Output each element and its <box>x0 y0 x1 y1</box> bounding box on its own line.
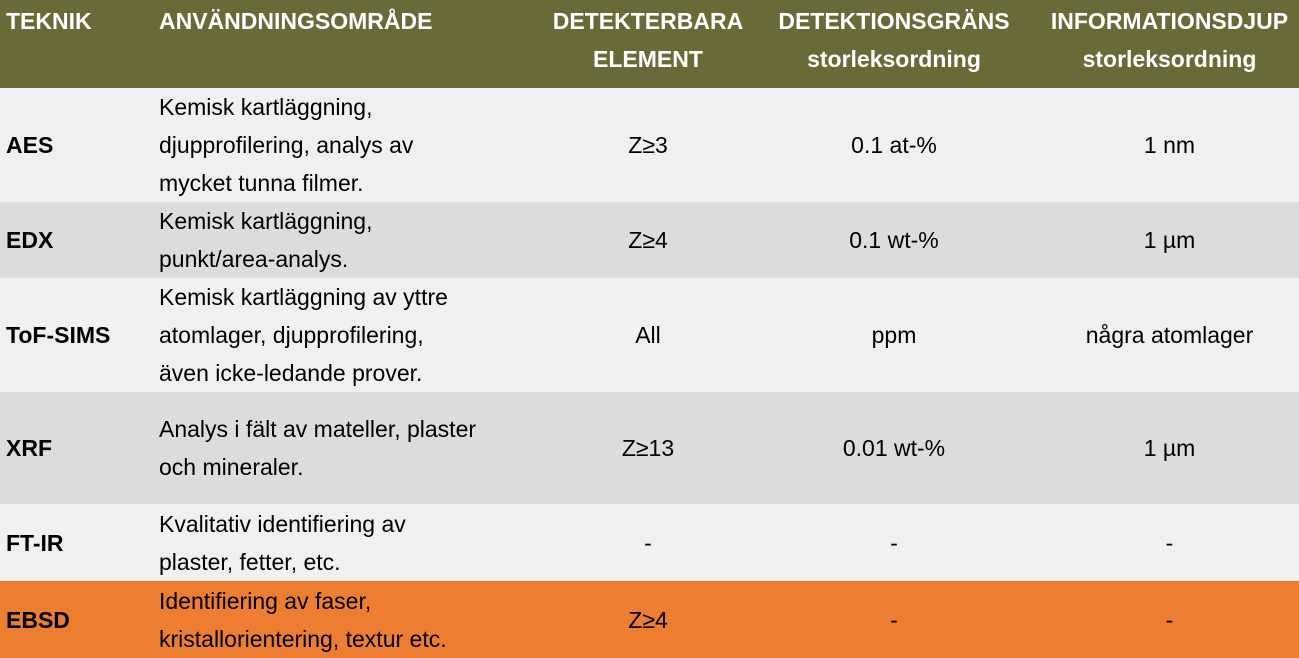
detectable-elements: All <box>635 322 661 348</box>
usage-cell <box>153 202 548 278</box>
usage-line: Kemisk kartläggning, <box>159 208 373 234</box>
technique-name: ToF-SIMS <box>6 322 111 348</box>
usage-line: Analys i fält av mateller, plaster <box>159 416 477 442</box>
usage-line: Identifiering av faser, <box>159 587 372 614</box>
header-informationsdjup <box>1040 0 1299 88</box>
information-depth: - <box>1165 606 1174 633</box>
header-detektionsgrans-line1: DETEKTIONSGRÄNS <box>778 8 1010 34</box>
technique-name: EDX <box>6 227 54 253</box>
detectable-elements: Z≥4 <box>628 606 668 633</box>
usage-line: Kvalitativ identifiering av <box>159 510 406 537</box>
usage-line: mycket tunna filmer. <box>159 170 364 196</box>
technique-name: XRF <box>6 435 52 461</box>
usage-line: djupprofilering, analys av <box>159 132 414 158</box>
technique-name: AES <box>6 132 54 158</box>
information-depth: 1 µm <box>1143 227 1196 253</box>
detection-limit: 0.1 at-% <box>851 132 937 158</box>
usage-cell <box>153 504 548 581</box>
header-detektionsgrans-line2: storleksordning <box>807 46 981 72</box>
header-detektionsgrans <box>748 0 1040 88</box>
technique-name: FT-IR <box>6 529 64 556</box>
information-depth: 1 nm <box>1143 132 1196 158</box>
information-depth: några atomlager <box>1085 322 1254 348</box>
information-depth: - <box>1165 529 1174 556</box>
usage-line: även icke-ledande prover. <box>159 360 423 386</box>
header-detekterbara-line2: ELEMENT <box>593 46 703 72</box>
detection-limit: 0.01 wt-% <box>842 435 946 461</box>
detection-limit: - <box>890 606 898 633</box>
usage-line: kristallorientering, textur etc. <box>159 625 447 652</box>
header-teknik <box>0 0 153 88</box>
table-row-xrf <box>0 392 1299 504</box>
table-row-edx <box>0 202 1299 278</box>
header-teknik-label: TEKNIK <box>6 8 92 34</box>
header-detekterbara-line1: DETEKTERBARA <box>552 8 744 34</box>
header-informationsdjup-line1: INFORMATIONSDJUP <box>1050 8 1289 34</box>
usage-cell <box>153 88 548 202</box>
header-detekterbara-element <box>548 0 748 88</box>
usage-line: och mineraler. <box>159 454 304 480</box>
detection-limit: - <box>890 529 898 556</box>
header-anvandningsomrade <box>153 0 548 88</box>
header-informationsdjup-line2: storleksordning <box>1082 46 1257 72</box>
detectable-elements: Z≥3 <box>628 132 668 158</box>
detectable-elements: Z≥13 <box>621 435 675 461</box>
usage-line: punkt/area-analys. <box>159 246 349 272</box>
table-row-aes <box>0 88 1299 202</box>
usage-line: atomlager, djupprofilering, <box>159 322 424 348</box>
usage-cell <box>153 278 548 392</box>
information-depth: 1 µm <box>1143 435 1196 461</box>
technique-name: EBSD <box>6 606 70 633</box>
header-anvandningsomrade-label: ANVÄNDNINGSOMRÅDE <box>159 8 433 34</box>
usage-line: plaster, fetter, etc. <box>159 548 341 575</box>
usage-line: Kemisk kartläggning, <box>159 94 373 120</box>
usage-cell <box>153 581 548 658</box>
table-row-ebsd <box>0 581 1299 658</box>
usage-cell <box>153 392 548 504</box>
usage-line: Kemisk kartläggning av yttre <box>159 284 448 310</box>
table-row-ft-ir <box>0 504 1299 581</box>
detectable-elements: - <box>644 529 652 556</box>
header-row <box>0 0 1299 88</box>
detection-limit: 0.1 wt-% <box>849 227 939 253</box>
table-row-tof-sims <box>0 278 1299 392</box>
detection-limit: ppm <box>871 322 917 348</box>
detectable-elements: Z≥4 <box>628 227 668 253</box>
